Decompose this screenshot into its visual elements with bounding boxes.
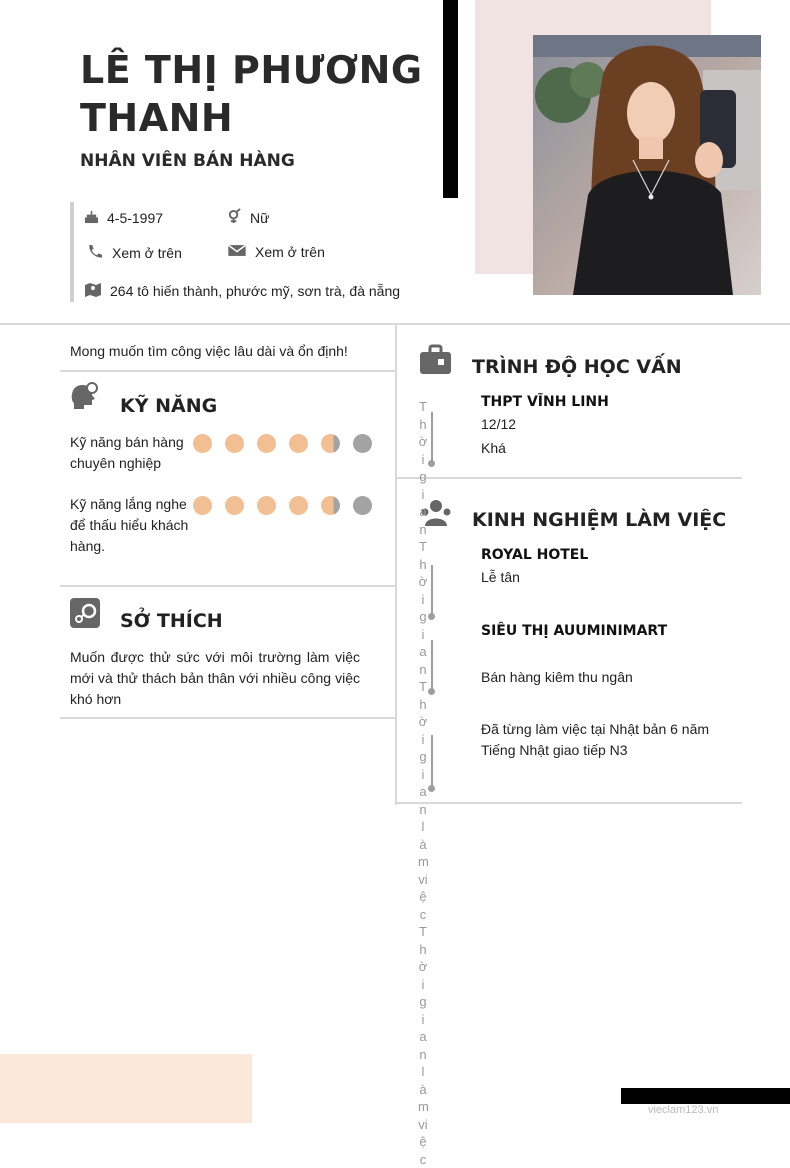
rating-dot — [353, 496, 372, 515]
gamepad-icon — [70, 598, 100, 633]
rating-dot — [257, 496, 276, 515]
experience-note-1: Đã từng làm việc tại Nhật bản 6 năm — [481, 721, 710, 737]
timeline-dot — [428, 785, 435, 792]
birthday-row — [84, 209, 163, 227]
timeline-dot — [428, 460, 435, 467]
birthday-text: 4-5-1997 — [107, 210, 164, 226]
briefcase-icon — [420, 346, 451, 379]
rating-dot — [193, 496, 212, 515]
job-2-company: SIÊU THỊ AUUMINIMART — [481, 623, 668, 639]
timeline-dot — [428, 613, 435, 620]
gender-icon — [227, 209, 250, 227]
timeline-line — [431, 565, 433, 617]
skills-divider — [60, 585, 395, 587]
rating-dot — [353, 434, 372, 453]
gender-text: Nữ — [250, 210, 270, 226]
experience-note-2: Tiếng Nhật giao tiếp N3 — [481, 742, 628, 758]
email-row — [227, 244, 325, 260]
timeline-labels: Thời gian Thời gian Thời gian làm việc Thời gian làm việc — [418, 399, 429, 1167]
timeline-line — [431, 735, 433, 787]
hobbies-text: Muốn được thử sức với môi trường làm việc mới và thử thách bản thân với nhiều công việc khó hơn — [70, 649, 360, 707]
education-rank: Khá — [481, 440, 506, 456]
timeline-line — [431, 412, 433, 464]
experience-title: KINH NGHIỆM LÀM VIỆC — [472, 509, 727, 531]
skill-1-label: Kỹ năng bán hàng chuyên nghiệp — [70, 434, 184, 471]
phone-icon — [86, 244, 112, 262]
education-title: TRÌNH ĐỘ HỌC VẤN — [472, 356, 682, 378]
map-icon — [84, 281, 110, 300]
school-name: THPT VĨNH LINH — [481, 394, 609, 410]
address-text: 264 tô hiến thành, phước mỹ, sơn trà, đà nẵng — [110, 282, 401, 299]
education-grade: 12/12 — [481, 416, 517, 432]
rating-dot — [289, 496, 308, 515]
peach-decor-block — [0, 1054, 252, 1123]
phone-text: Xem ở trên — [112, 245, 182, 261]
education-divider — [397, 477, 742, 479]
gender-row — [227, 209, 269, 227]
black-decor-bar-top — [443, 0, 458, 198]
experience-divider — [397, 802, 742, 804]
timeline-line — [431, 640, 433, 692]
hobbies-title: SỞ THÍCH — [120, 610, 223, 632]
phone-row — [86, 244, 182, 262]
rating-dot — [321, 496, 340, 515]
rating-dot — [289, 434, 308, 453]
job-2-role: Bán hàng kiêm thu ngân — [481, 669, 633, 685]
rating-dot — [193, 434, 212, 453]
job-1-role: Lễ tân — [481, 569, 520, 585]
black-decor-bar-bottom — [621, 1088, 790, 1104]
rating-dot — [225, 496, 244, 515]
career-objective: Mong muốn tìm công việc lâu dài và ổn định! — [70, 343, 348, 359]
job-1-company: ROYAL HOTEL — [481, 547, 589, 563]
column-divider — [395, 325, 397, 805]
job-title: NHÂN VIÊN BÁN HÀNG — [80, 151, 295, 171]
cake-icon — [84, 209, 107, 227]
skill-1-rating — [193, 434, 372, 453]
profile-photo — [533, 35, 761, 295]
objective-divider — [60, 370, 395, 372]
candidate-name: LÊ THỊ PHƯƠNG THANH — [80, 48, 423, 140]
rating-dot — [225, 434, 244, 453]
contact-divider — [70, 202, 74, 302]
skill-2-label: Kỹ năng lắng nghe để thấu hiểu khách hàng. — [70, 496, 189, 554]
head-bulb-icon — [70, 381, 100, 416]
address-row — [84, 281, 400, 300]
email-text: Xem ở trên — [255, 244, 325, 260]
timeline-dot — [428, 688, 435, 695]
rating-dot — [321, 434, 340, 453]
hobbies-divider — [60, 717, 395, 719]
skill-2-rating — [193, 496, 372, 515]
skills-title: KỸ NĂNG — [120, 395, 218, 417]
rating-dot — [257, 434, 276, 453]
watermark: vieclam123.vn — [648, 1104, 719, 1116]
mail-icon — [227, 244, 255, 260]
